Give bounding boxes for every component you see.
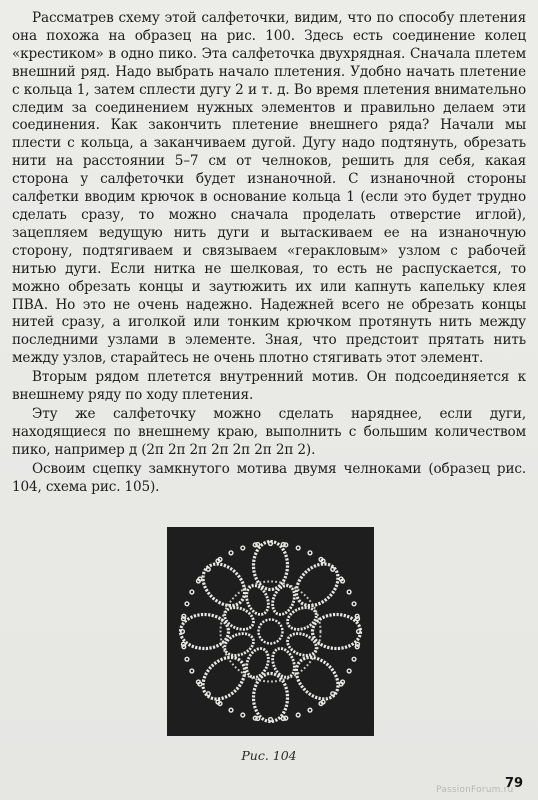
paragraph-1: Рассматрев схему этой салфеточки, видим, что по способу плетения она похожа на образец на рис. 100. Здесь есть соединение колец «крестиком» в одно пико. Эта салфеточка двухрядная. Сначала плетем внешний ряд. Надо выбрать начало плетения. Удобно начать плетение с кольца 1, затем сплести дугу 2 и т. д. Во время плетения внимательно следим за соединением нужных элементов и правильно делаем эти соединения. Как закончить плетение внешнего ряда? Начали мы плести с кольца, а заканчиваем дугой. Дугу надо подтянуть, обрезать нити на расстоянии 5–7 см от челноков, решить для себя, какая сторона у салфеточки будет изнаночной. С изнаночной стороны салфетки вводим крючок в основание кольца 1 (если это будет трудно сделать сразу, то можно сначала проделать отверстие иглой), зацепляем ведущую нить дуги и вытаскиваем ее на изнаночную сторону, подтягиваем и связываем «геракловым» узлом с рабочей нитью дуги. Если нитка не шелковая, то есть не распускается, то можно обрезать концы и заутюжить их или капнуть капельку клея ПВА. Но это не очень надежно. Надежней всего не обрезать концы нитей сразу, а иголкой или тонким крючком протянуть нить между последними узлами в элементе. Зная, что предстоит прятать нить между узлов, старайтесь не очень плотно стягивать этот элемент. xyxy=(12,10,526,367)
watermark: PassionForum.ru xyxy=(436,785,514,795)
photo-background xyxy=(167,527,374,736)
paragraph-2: Вторым рядом плетется внутренний мотив. Он подсоединяется к внешнему ряду по ходу плетения. xyxy=(12,369,526,404)
figure-caption: Рис. 104 xyxy=(241,748,297,763)
doily-drawing xyxy=(167,527,374,736)
paragraph-3: Эту же салфеточку можно сделать наряднее, если дуги, находящиеся по внешнему краю, выполнить с большим количеством пико, например д (2п 2п 2п 2п 2п 2п 2п 2). xyxy=(12,405,526,458)
body-text xyxy=(12,10,526,496)
tatting-doily-photo xyxy=(167,527,374,736)
paragraph-4: Освоим сцепку замкнутого мотива двумя челноками (образец рис. 104, схема рис. 105). xyxy=(12,460,526,495)
page-number: 79 xyxy=(505,776,524,791)
